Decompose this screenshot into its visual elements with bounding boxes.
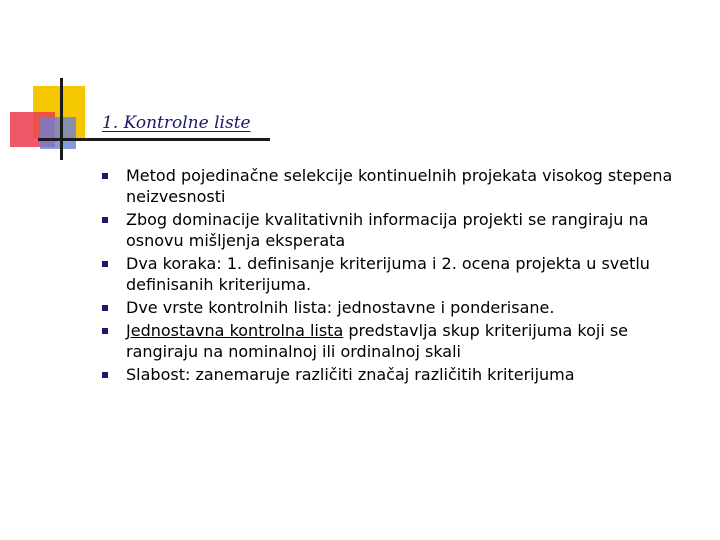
square-bullet-icon: [102, 261, 108, 267]
slide-title: 1. Kontrolne liste: [102, 113, 251, 133]
bullet-text: Metod pojedinačne selekcije kontinuelnih projekata visokog stepena neizvesnosti: [126, 166, 673, 206]
bullet-item: [102, 297, 702, 318]
bullet-text: Zbog dominacije kvalitativnih informacija projekti se rangiraju na osnovu mišljenja eksperata: [126, 210, 649, 250]
square-bullet-icon: [102, 173, 108, 179]
square-bullet-icon: [102, 305, 108, 311]
bullet-text: Dve vrste kontrolnih lista: jednostavne i ponderisane.: [126, 298, 555, 317]
square-bullet-icon: [102, 328, 108, 334]
bullet-text: predstavlja skup kriterijuma koji se rangiraju na nominalnoj ili ordinalnoj skali: [126, 321, 629, 361]
square-bullet-icon: [102, 217, 108, 223]
bullet-underlined-term: Jednostavna kontrolna lista: [126, 321, 344, 340]
bullet-text: Slabost: zanemaruje različiti značaj različitih kriterijuma: [126, 365, 575, 384]
bullet-text: Dva koraka: 1. definisanje kriterijuma i 2. ocena projekta u svetlu definisanih kriterijuma.: [126, 254, 650, 294]
decor-blue-square: [40, 117, 76, 149]
decor-vertical-line: [60, 78, 63, 160]
bullet-item: [102, 209, 702, 251]
bullet-list: [102, 165, 702, 387]
bullet-item: [102, 364, 702, 385]
decor-horizontal-line: [38, 138, 270, 141]
bullet-item: [102, 320, 702, 362]
bullet-item: [102, 165, 702, 207]
bullet-item: [102, 253, 702, 295]
square-bullet-icon: [102, 372, 108, 378]
